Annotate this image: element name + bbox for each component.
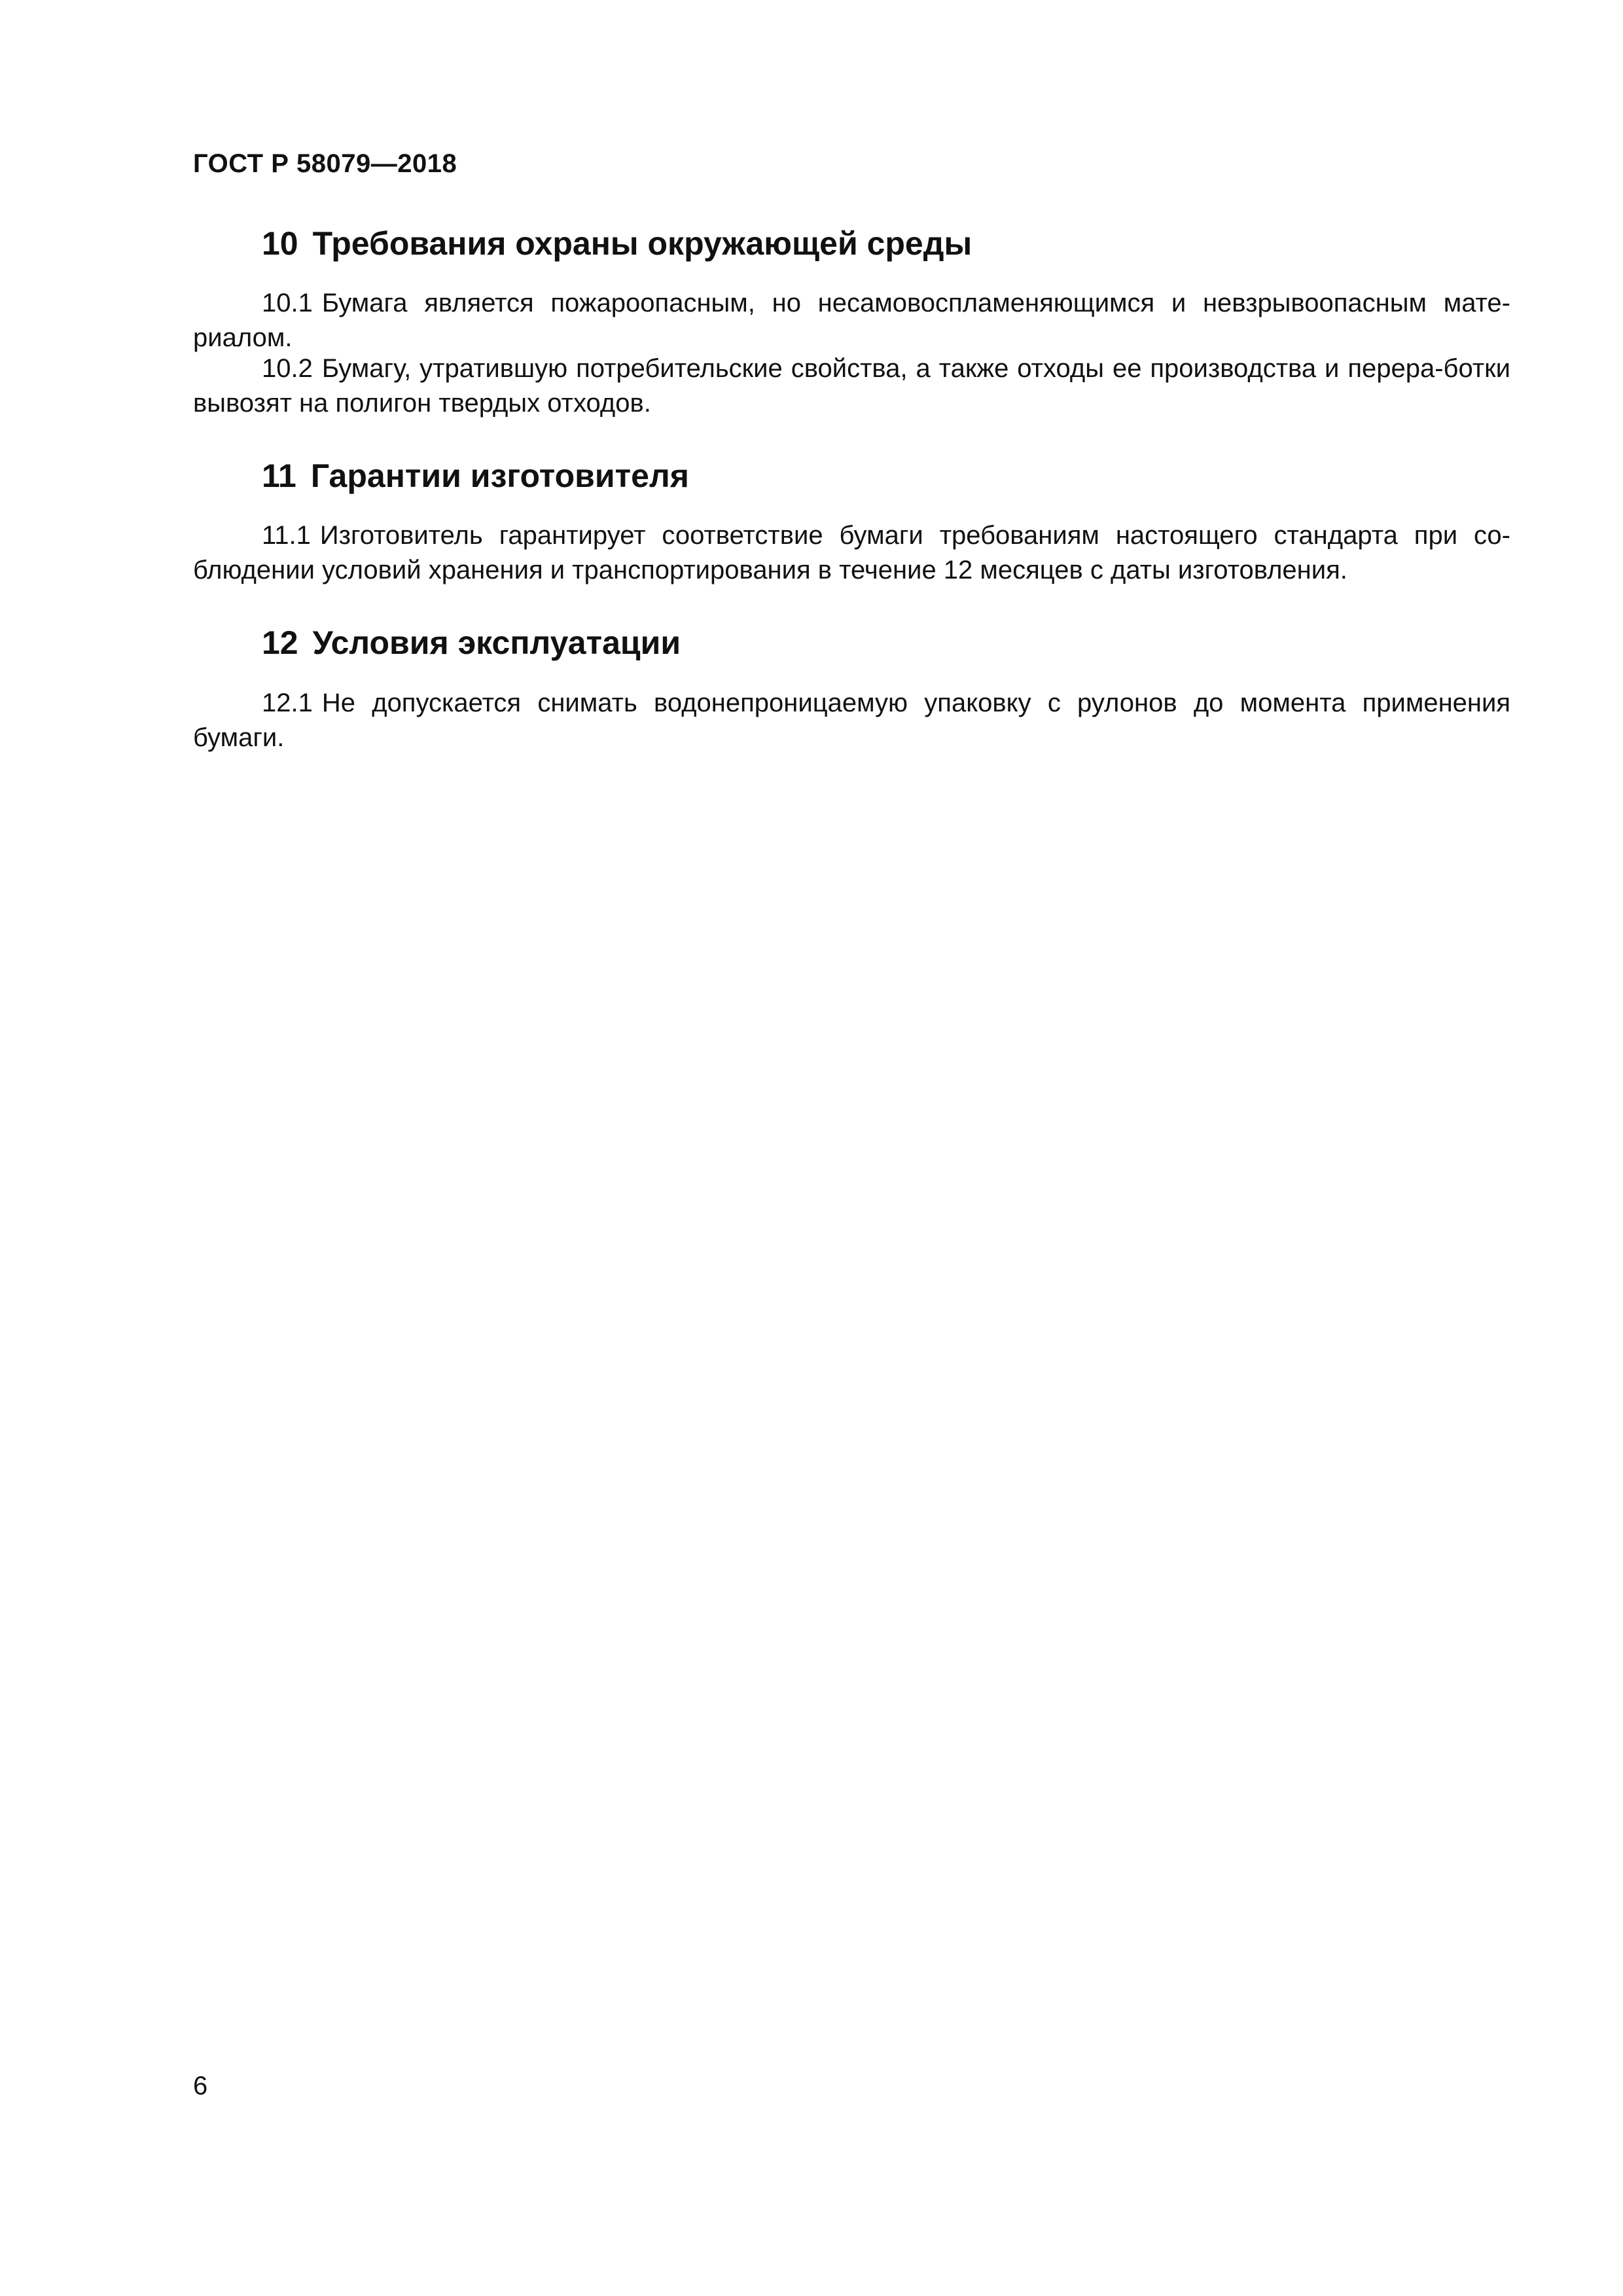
section-number: 12 xyxy=(262,624,298,661)
paragraph-10-1 xyxy=(193,286,1510,355)
section-title: Условия эксплуатации xyxy=(312,624,681,661)
paragraph-text: Изготовитель гарантирует соответствие бумаги требованиям настоящего стандарта при со-блюдении условий хранения и транспортирования в течение 12 месяцев с даты изготовления. xyxy=(193,521,1510,584)
section-heading-11 xyxy=(262,457,689,495)
paragraph-number: 11.1 xyxy=(262,521,311,550)
paragraph-12-1 xyxy=(193,686,1510,755)
section-number: 10 xyxy=(262,225,298,262)
paragraph-11-1 xyxy=(193,518,1510,588)
paragraph-number: 10.1 xyxy=(262,289,313,317)
paragraph-number: 10.2 xyxy=(262,354,313,383)
page-number: 6 xyxy=(193,2072,208,2100)
section-title: Требования охраны окружающей среды xyxy=(312,225,972,262)
section-number: 11 xyxy=(262,457,296,494)
paragraph-text: Не допускается снимать водонепроницаемую упаковку с рулонов до момента применения бумаги. xyxy=(193,689,1510,752)
paragraph-number: 12.1 xyxy=(262,689,313,717)
section-title: Гарантии изготовителя xyxy=(310,457,689,494)
section-heading-12 xyxy=(262,624,681,662)
paragraph-10-2 xyxy=(193,351,1510,421)
paragraph-text: Бумагу, утратившую потребительские свойства, а также отходы ее производства и перера-ботки вывозят на полигон твердых отходов. xyxy=(193,354,1510,418)
paragraph-text: Бумага является пожароопасным, но несамовоспламеняющимся и невзрывоопасным мате-риалом. xyxy=(193,289,1510,352)
document-code: ГОСТ Р 58079—2018 xyxy=(193,149,457,178)
section-heading-10 xyxy=(262,224,972,262)
